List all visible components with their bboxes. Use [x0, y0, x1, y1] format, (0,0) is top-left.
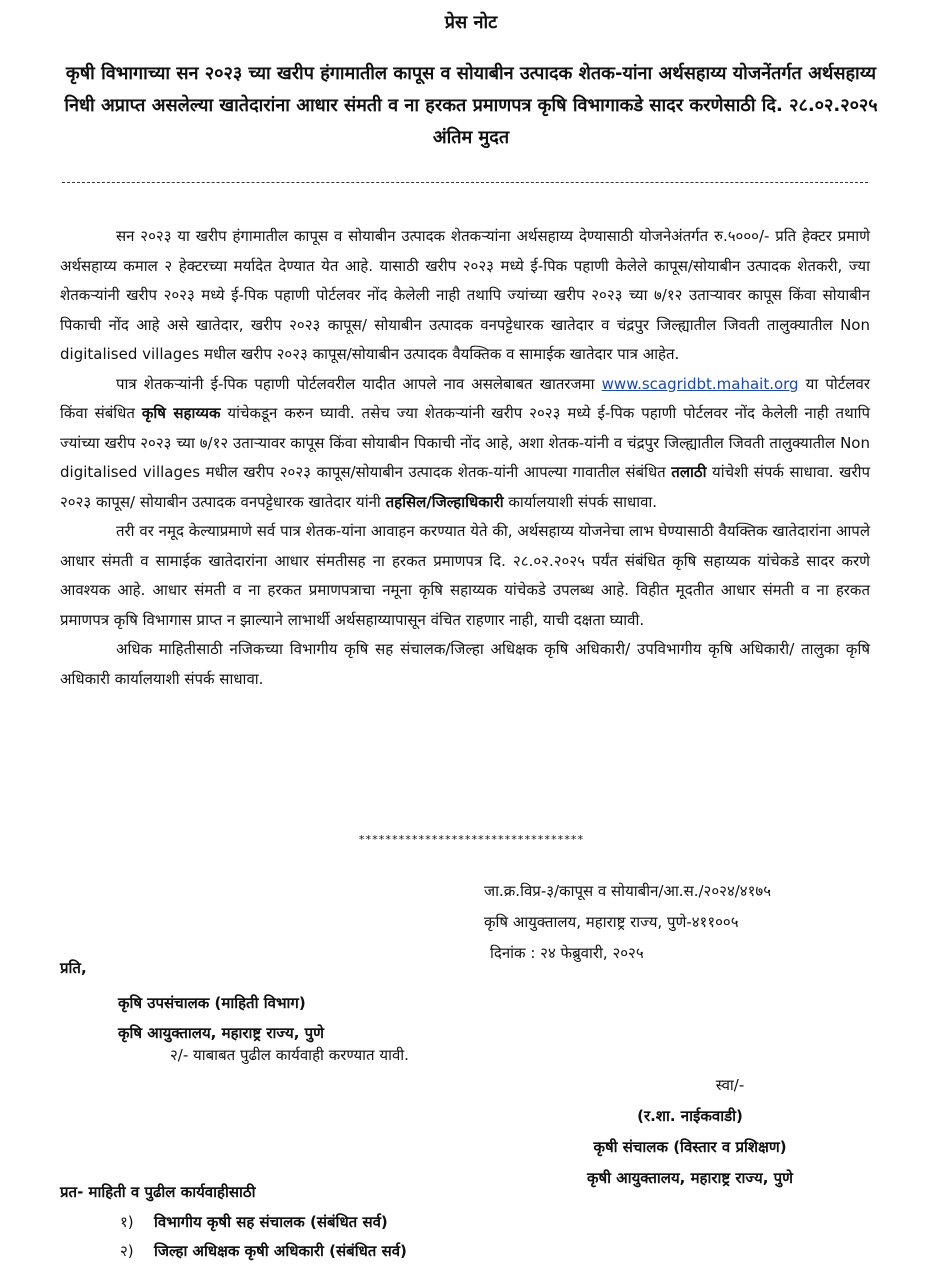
paragraph-contact: अधिक माहितीसाठी नजिकच्या विभागीय कृषि सह संचालक/जिल्हा अधिक्षक कृषि अधिकारी/ उपविभागीय कृषि अधिकारी/ तालुका कृषि अधिकारी कार्यालयाशी संपर्क साधावा. [60, 640, 870, 688]
press-note-headline: कृषी विभागाच्या सन २०२३ च्या खरीप हंगामातील कापूस व सोयाबीन उत्पादक शेतक-यांना अर्थसहाय्य योजनेंतर्गत अर्थसहाय्य निधी अप्राप्त असलेल्या खातेदारांना आधार संमती व ना हरकत प्रमाणपत्र कृषि विभागाकडे सादर करणेसाठी दि. २८.०२.२०२५ अंतिम मुदत [64, 63, 878, 148]
list-item-text: विभागीय कृषी सह संचालक (संबंधित सर्व) [154, 1213, 388, 1231]
paragraph-text: यांचेकडून करुन घ्यावी. तसेच ज्या शेतकऱ्यांनी खरीप २०२३ मध्ये ई-पिक पहाणी पोर्टलवर नोंद केलेली नाही तथापि ज्यांच्या खरीप २०२३ च्या ७/१२ उताऱ्यावर कापूस किंवा सोयाबीन पिकाची नोंद आहे, अशा शेतक-यांनी व चंद्रपुर जिल्ह्यातील जिवती तालुक्यातील Non digitalised villages मधील खरीप २०२३ कापूस/सोयाबीन उत्पादक शेतक-यांनी आपल्या गावातील संबंधित [60, 404, 870, 481]
signatory-name: (र.शा. नाईकवाडी) [637, 1107, 743, 1125]
copy-to-heading: प्रत- माहिती व पुढील कार्यवाहीसाठी [60, 1183, 256, 1201]
signature-block [540, 1070, 840, 1194]
paragraph-text: यांचेशी संपर्क साधावा. खरीप २०२३ कापूस/ सोयाबीन उत्पादक वनपट्टेधारक खातेदार यांनी [60, 463, 870, 511]
paragraph-appeal: तरी वर नमूद केल्याप्रमाणे सर्व पात्र शेतक-यांना आवाहन करण्यात येते की, अर्थसहाय्य योजनेचा लाभ घेण्यासाठी वैयक्तिक खातेदारांना आपले आधार संमती व सामाईक खातेदारांना आधार संमतीसह ना हरकत प्रमाणपत्र दि. २८.०२.२०२५ पर्यंत संबंधित कृषि सहाय्यक यांचेकडे सादर करणे आवश्यक आहे. आधार संमती व ना हरकत प्रमाणपत्राचा नमूना कृषि सहाय्यक यांचेकडे उपलब्ध आहे. विहीत मूदतीत आधार संमती व ना हरकत प्रमाणपत्र कृषि विभागास प्राप्त न झाल्याने लाभार्थी अर्थसहाय्यापासून वंचित राहणार नाही, याची दक्षता घ्यावी. [60, 522, 870, 629]
list-item-text: जिल्हा अधिक्षक कृषी अधिकारी (संबंधित सर्व) [154, 1242, 407, 1260]
list-item [120, 1237, 407, 1266]
recipient-prati: प्रति, [60, 959, 87, 977]
signatory-office: कृषी आयुक्तालय, महाराष्ट्र राज्य, पुणे [586, 1169, 793, 1187]
paragraph-text: पात्र शेतकऱ्यांनी ई-पिक पहाणी पोर्टलवरील यादीत आपले नाव असलेबाबत खातरजमा [116, 374, 602, 393]
paragraph-verification [60, 370, 870, 518]
krishi-sahayak-bold: कृषि सहाय्यक [141, 404, 221, 422]
dashed-divider [62, 182, 868, 183]
reference-block [484, 876, 904, 969]
paragraph-text: कार्यालयाशी संपर्क साधावा. [503, 492, 658, 511]
recipient-line-1: कृषि उपसंचालक (माहिती विभाग) [118, 994, 306, 1012]
press-note-title: प्रेस नोट [444, 12, 498, 33]
reference-date: दिनांक : २४ फेब्रुवारी, २०२५ [490, 944, 644, 962]
recipient-note: २/- याबाबत पुढील कार्यवाही करण्यात यावी. [170, 1046, 409, 1064]
list-item-number: १) [120, 1213, 134, 1231]
recipient-address [118, 988, 324, 1048]
paragraph-text: या पोर्टलवर किंवा संबंधित [60, 374, 870, 422]
star-separator: ********************************** [358, 833, 584, 846]
signature-sva: स्वा/- [715, 1076, 745, 1094]
list-item [120, 1208, 407, 1237]
tahsil-collector-bold: तहसिल/जिल्हाधिकारी [385, 492, 504, 511]
signatory-designation: कृषी संचालक (विस्तार व प्रशिक्षण) [593, 1138, 787, 1156]
recipient-line-2: कृषि आयुक्तालय, महाराष्ट्र राज्य, पुणे [118, 1024, 325, 1042]
reference-office: कृषि आयुक्तालय, महाराष्ट्र राज्य, पुणे-४११००५ [484, 913, 739, 931]
press-note-body [60, 222, 870, 694]
reference-number: जा.क्र.विप्र-३/कापूस व सोयाबीन/आ.स./२०२४/४१७५ [484, 882, 771, 900]
copy-to-list [120, 1208, 407, 1266]
portal-link[interactable]: www.scagridbt.mahait.org [601, 374, 799, 393]
paragraph-eligibility: सन २०२३ या खरीप हंगामातील कापूस व सोयाबीन उत्पादक शेतकऱ्यांना अर्थसहाय्य देण्यासाठी योजनेअंतर्गत रु.५०००/- प्रति हेक्टर प्रमाणे अर्थसहाय्य कमाल २ हेक्टरच्या मर्यादेत देण्यात येत आहे. यासाठी खरीप २०२३ मध्ये ई-पिक पहाणी केलेले कापूस/सोयाबीन उत्पादक शेतकरी, ज्या शेतकऱ्यांनी खरीप २०२३ मध्ये ई-पिक पहाणी पोर्टलवर नोंद केलेली नाही तथापि ज्यांच्या खरीप २०२३ च्या ७/१२ उताऱ्यावर कापूस किंवा सोयाबीन पिकाची नोंद आहे असे खातेदार, खरीप २०२३ कापूस/ सोयाबीन उत्पादक वनपट्टेधारक खातेदार व चंद्रपुर जिल्ह्यातील जिवती तालुक्यातील Non digitalised villages मधील खरीप २०२३ कापूस/सोयाबीन उत्पादक वैयक्तिक व सामाईक खातेदार पात्र आहेत. [60, 227, 870, 363]
talathi-bold: तलाठी [671, 463, 707, 481]
list-item-number: २) [120, 1242, 134, 1260]
